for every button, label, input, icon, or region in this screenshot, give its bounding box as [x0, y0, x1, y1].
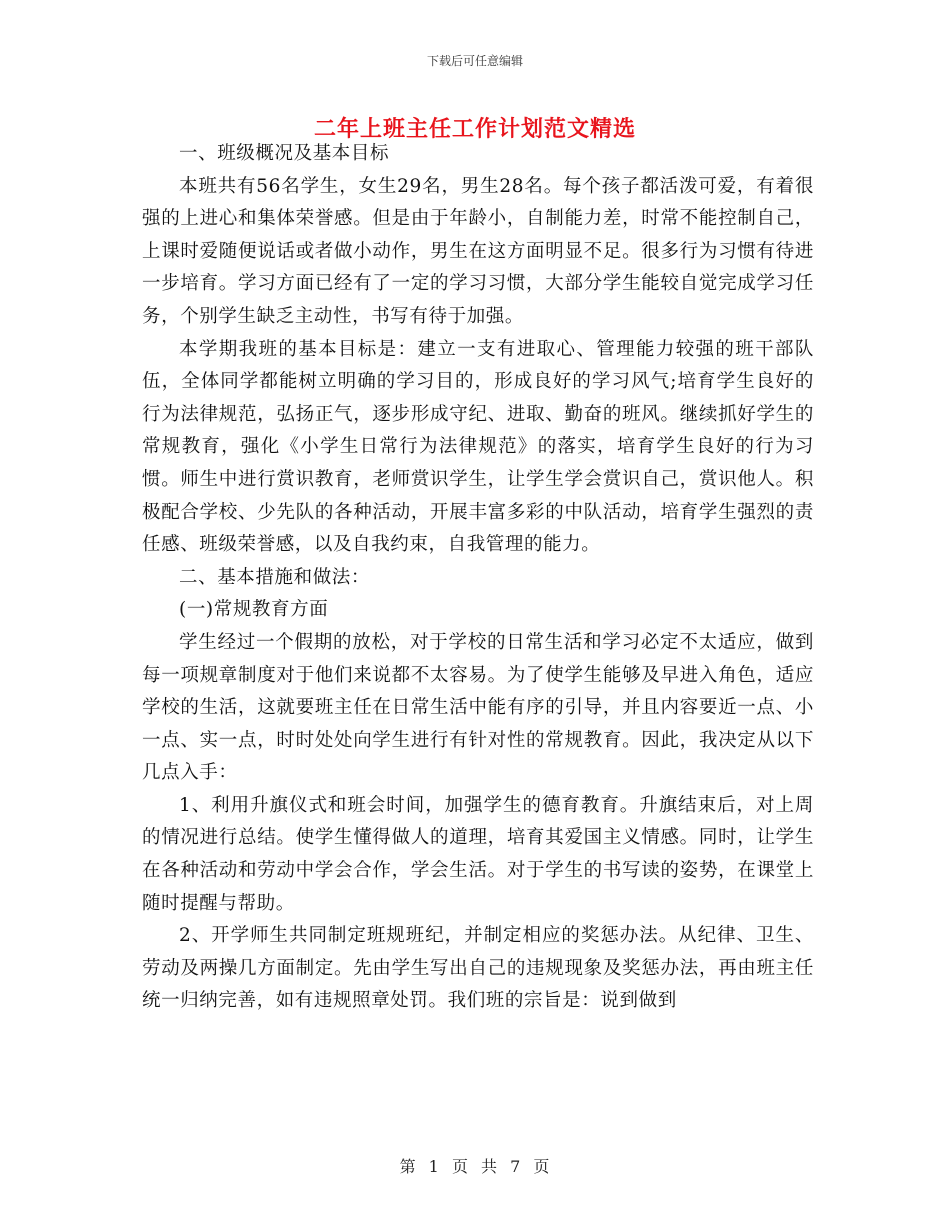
document-title: 二年上班主任工作计划范文精选: [313, 116, 636, 142]
document-body: [142, 138, 814, 1018]
section-heading-1: 一、班级概况及基本目标: [179, 143, 390, 164]
header-note: 下载后可任意编辑: [426, 54, 523, 68]
section-heading-2: 二、基本措施和做法：: [179, 566, 371, 588]
paragraph-measure-2: 2、开学师生共同制定班规班纪，并制定相应的奖惩办法。从纪律、卫生、劳动及两操几方面制定。先由学生写出自己的违规现象及奖惩办法，再由班主任统一归纳完善，如有违规照章处罚。我们班的宗旨是：说到做到: [142, 925, 814, 1012]
page-number-footer: 第 1 页 共 7 页: [399, 1157, 551, 1176]
paragraph-class-overview: 本班共有56名学生，女生29名，男生28名。每个孩子都活泼可爱，有着很强的上进心和集体荣誉感。但是由于年龄小，自制能力差，时常不能控制自己，上课时爱随便说话或者做小动作，男生在这方面明显不足。很多行为习惯有待进一步培育。学习方面已经有了一定的学习习惯，大部分学生能较自觉完成学习任务，个别学生缺乏主动性，书写有待于加强。: [142, 175, 814, 327]
paragraph-measure-1: 1、利用升旗仪式和班会时间，加强学生的德育教育。升旗结束后，对上周的情况进行总结。使学生懂得做人的道理，培育其爱国主义情感。同时，让学生在各种活动和劳动中学会合作，学会生活。对于学生的书写读的姿势，在课堂上随时提醒与帮助。: [142, 794, 814, 914]
subsection-heading-routine-education: (一)常规教育方面: [179, 599, 329, 621]
paragraph-basic-goals: 本学期我班的基本目标是：建立一支有进取心、管理能力较强的班干部队伍，全体同学都能树立明确的学习目的，形成良好的学习风气;培育学生良好的行为法律规范，弘扬正气，逐步形成守纪、进取、勤奋的班风。继续抓好学生的常规教育，强化《小学生日常行为法律规范》的落实，培育学生良好的行为习惯。师生中进行赏识教育，老师赏识学生，让学生学会赏识自己，赏识他人。积极配合学校、少先队的各种活动，开展丰富多彩的中队活动，培育学生强烈的责任感、班级荣誉感，以及自我约束，自我管理的能力。: [142, 338, 814, 556]
paragraph-routine-education: 学生经过一个假期的放松，对于学校的日常生活和学习必定不太适应，做到每一项规章制度对于他们来说都不太容易。为了使学生能够及早进入角色，适应学校的生活，这就要班主任在日常生活中能有序的引导，并且内容要近一点、小一点、实一点，时时处处向学生进行有针对性的常规教育。因此，我决定从以下几点入手：: [142, 631, 814, 784]
